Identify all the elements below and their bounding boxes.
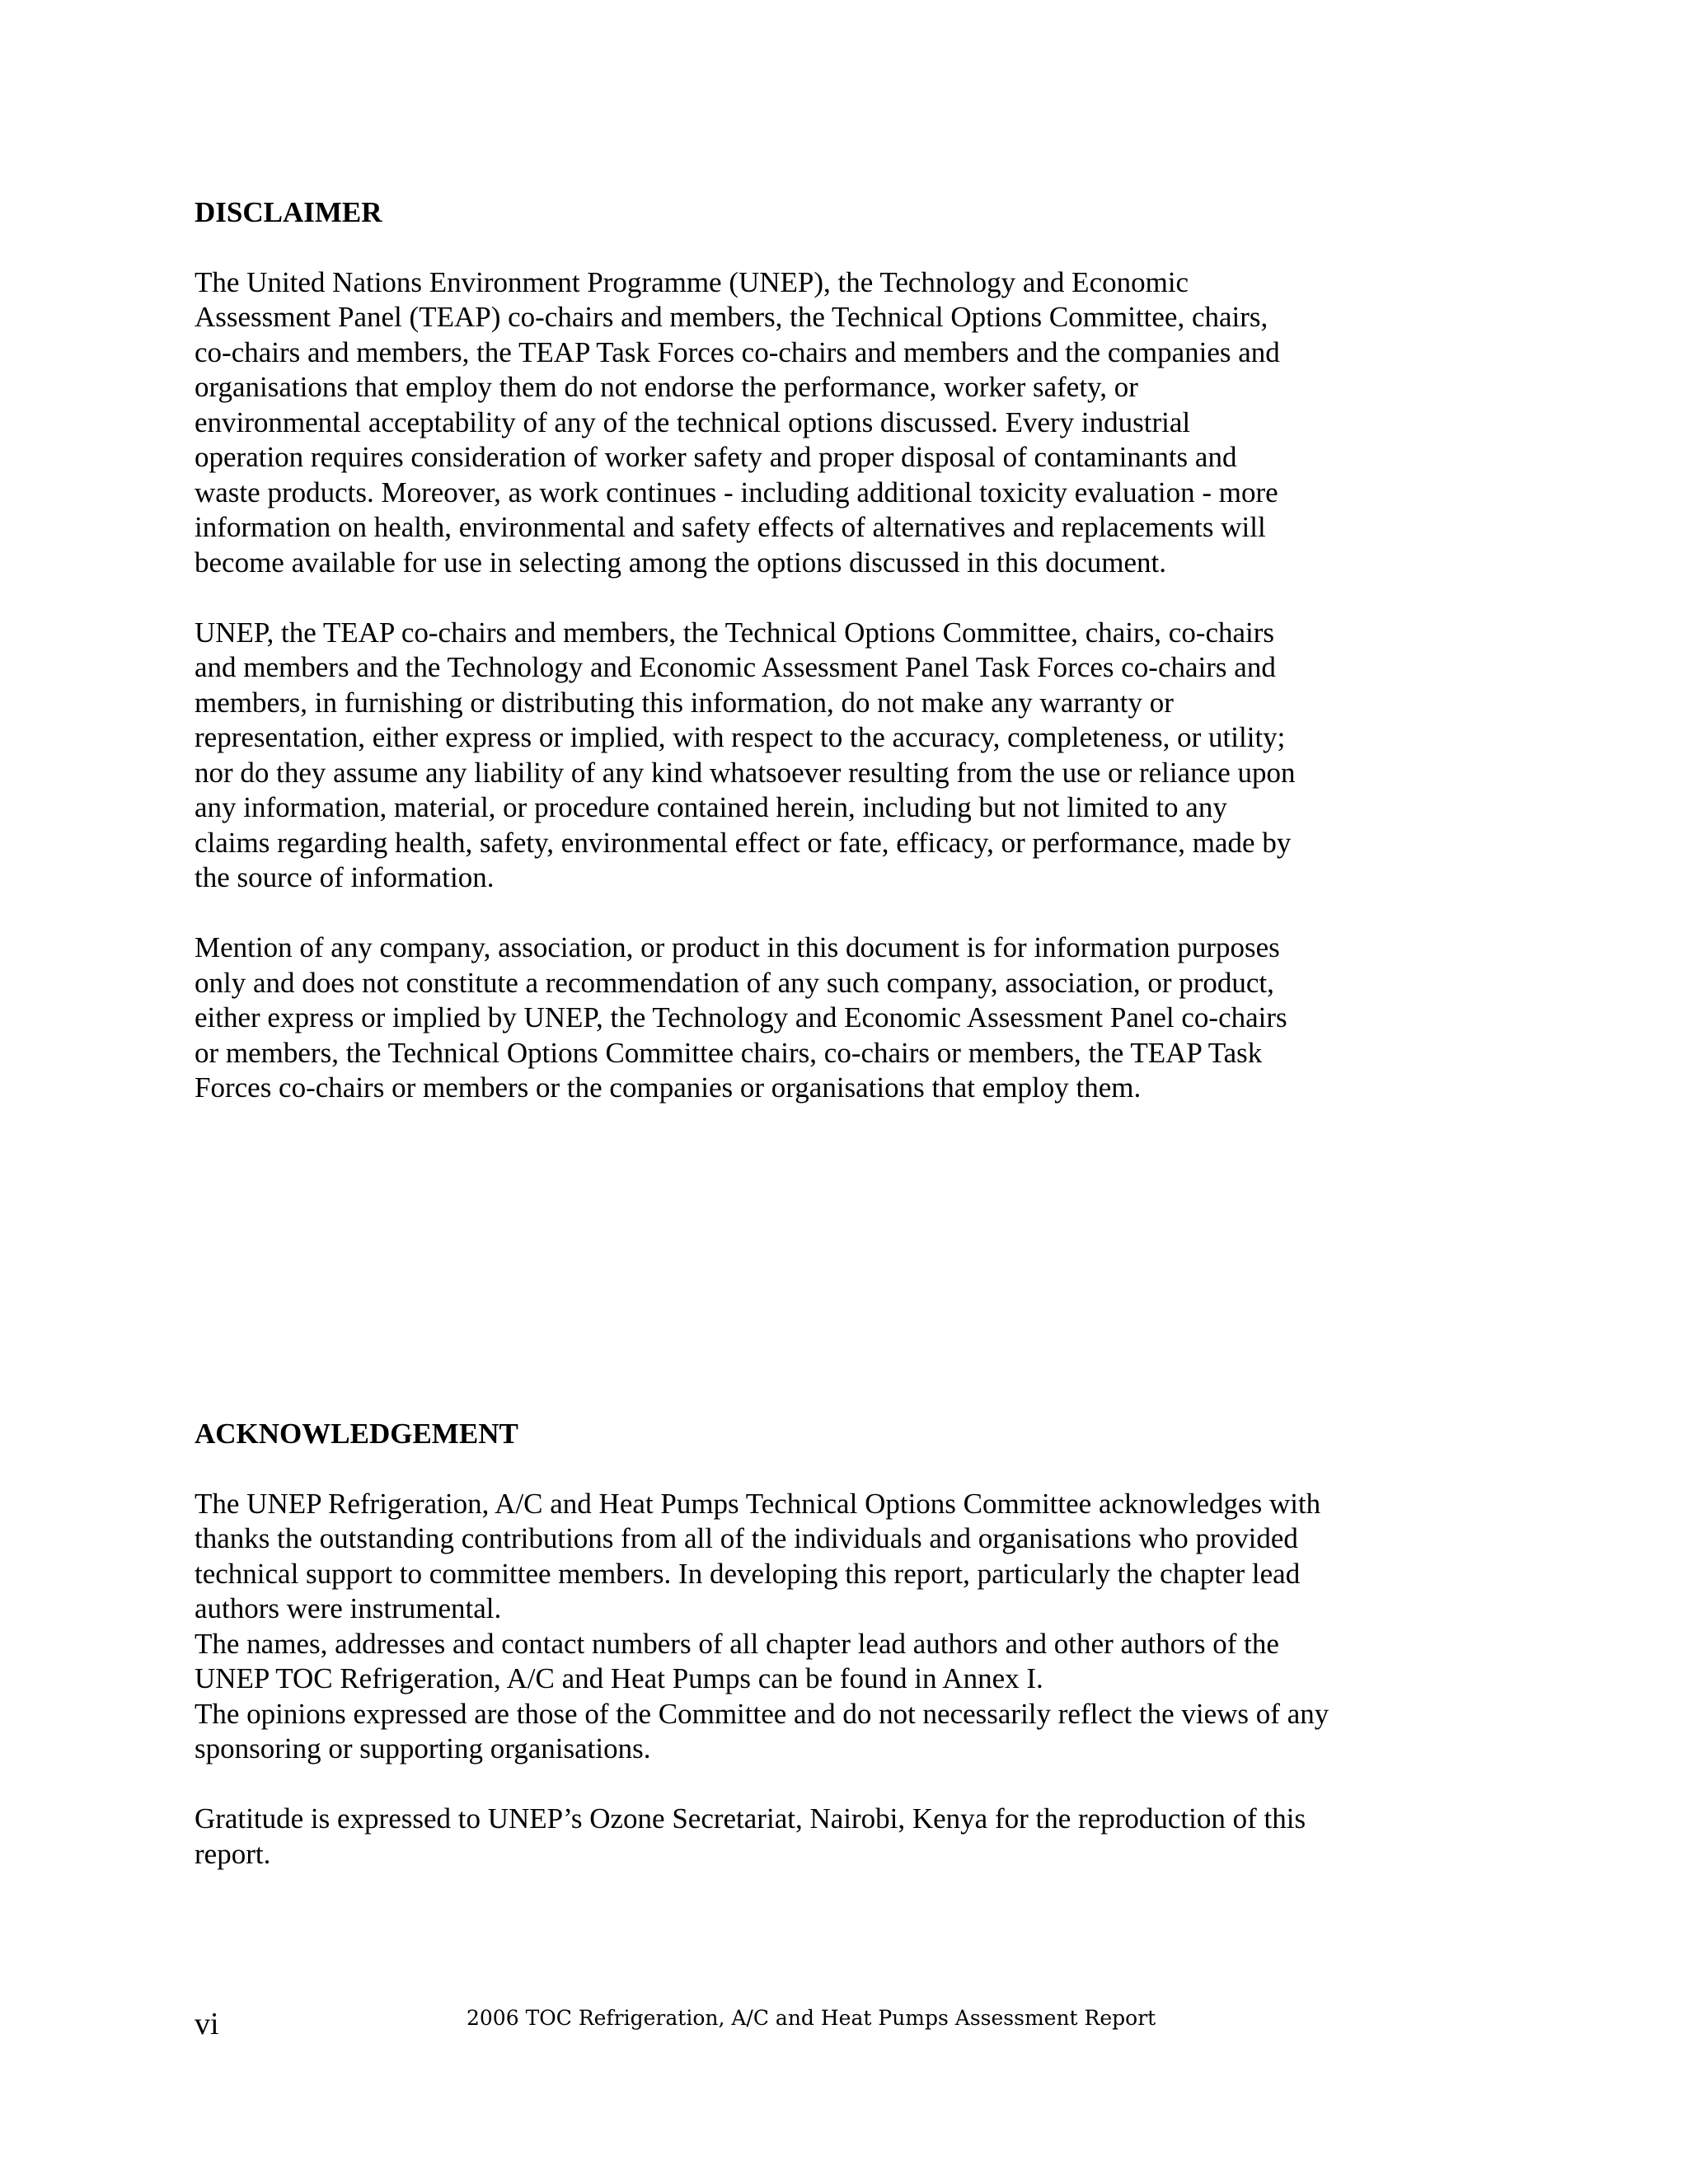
acknowledgement-section: [195, 1417, 1406, 1872]
acknowledgement-paragraph-4: Gratitude is expressed to UNEP’s Ozone Secretariat, Nairobi, Kenya for the reproduction of this report.: [195, 1802, 1306, 1870]
footer-report-title: 2006 TOC Refrigeration, A/C and Heat Pumps Assessment Report: [467, 2006, 1156, 2030]
acknowledgement-heading: ACKNOWLEDGEMENT: [195, 1418, 518, 1450]
disclaimer-heading: DISCLAIMER: [195, 196, 382, 228]
disclaimer-paragraph-1: The United Nations Environment Programme (UNEP), the Technology and Economic Assessment Panel (TEAP) co-chairs and members, the Technical Options Committee, chairs, co-chairs and members, the TEAP Task Forces co-chairs and members and the companies and organisations that employ them do not endorse the performance, worker safety, or environmental acceptability of any of the technical options discussed. Every industrial operation requires consideration of worker safety and proper disposal of contaminants and waste products. Moreover, as work continues - including additional toxicity evaluation - more information on health, environmental and safety effects of alternatives and replacements will become available for use in selecting among the options discussed in this document.: [195, 265, 1280, 579]
disclaimer-section: [195, 195, 1406, 1141]
page-number: vi: [195, 2007, 219, 2041]
acknowledgement-paragraph-3: The opinions expressed are those of the Committee and do not necessarily reflect the views of any sponsoring or supporting organisations.: [195, 1697, 1329, 1765]
page-footer: [0, 2004, 1688, 2054]
disclaimer-paragraph-3: Mention of any company, association, or product in this document is for information purposes only and does not constitute a recommendation of any such company, association, or product, either express or implied by UNEP, the Technology and Economic Assessment Panel co-chairs or members, the Technical Options Committee chairs, co-chairs or members, the TEAP Task Forces co-chairs or members or the companies or organisations that employ them.: [195, 931, 1287, 1104]
disclaimer-paragraph-2: UNEP, the TEAP co-chairs and members, the Technical Options Committee, chairs, co-chairs and members and the Technology and Economic Assessment Panel Task Forces co-chairs and members, in furnishing or distributing this information, do not make any warranty or representation, either express or implied, with respect to the accuracy, completeness, or utility; nor do they assume any liability of any kind whatsoever resulting from the use or reliance upon any information, material, or procedure contained herein, including but not limited to any claims regarding health, safety, environmental effect or fate, efficacy, or performance, made by the source of information.: [195, 616, 1296, 893]
acknowledgement-paragraph-1: The UNEP Refrigeration, A/C and Heat Pumps Technical Options Committee acknowledges with thanks the outstanding contributions from all of the individuals and organisations who provided technical support to committee members. In developing this report, particularly the chapter lead authors were instrumental.: [195, 1487, 1321, 1624]
acknowledgement-paragraph-2: The names, addresses and contact numbers of all chapter lead authors and other authors of the UNEP TOC Refrigeration, A/C and Heat Pumps can be found in Annex I.: [195, 1627, 1279, 1694]
